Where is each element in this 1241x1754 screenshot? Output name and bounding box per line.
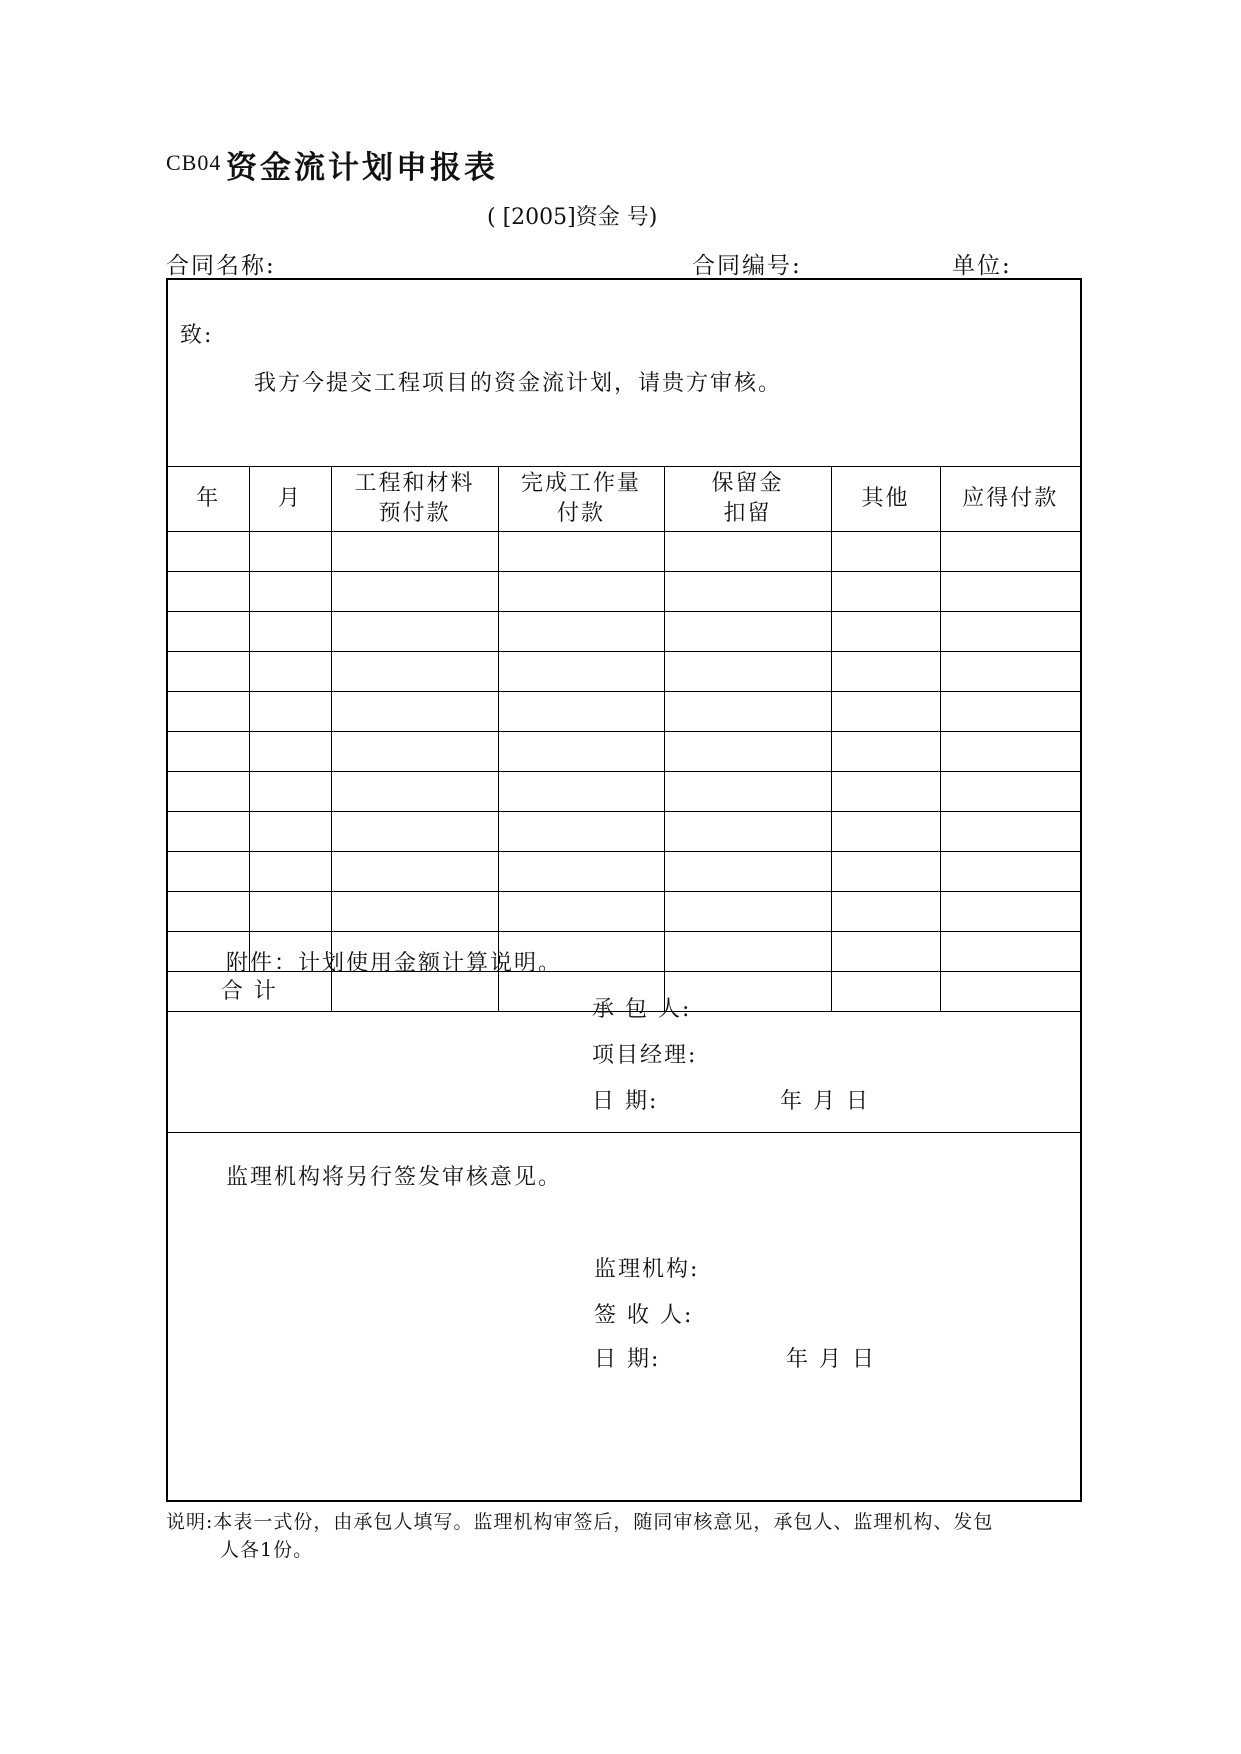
table-cell[interactable]	[249, 772, 331, 812]
table-row	[168, 652, 1080, 692]
table-cell[interactable]	[940, 892, 1080, 932]
attachment-note: 附件：计划使用金额计算说明。	[226, 951, 563, 976]
supervisor-org-label: 监理机构:	[594, 1257, 700, 1282]
table-cell[interactable]	[831, 812, 940, 852]
table-cell[interactable]	[498, 572, 664, 612]
supervisor-date-ymd: 年 月 日	[786, 1347, 876, 1372]
table-cell[interactable]	[498, 812, 664, 852]
contract-name-label: 合同名称:	[166, 253, 276, 279]
table-cell[interactable]	[331, 612, 498, 652]
table-cell[interactable]	[940, 612, 1080, 652]
table-cell[interactable]	[940, 852, 1080, 892]
table-cell[interactable]	[168, 652, 249, 692]
cash-flow-table	[168, 466, 1080, 1012]
table-cell[interactable]	[664, 532, 831, 572]
table-cell[interactable]	[331, 772, 498, 812]
table-cell[interactable]	[940, 532, 1080, 572]
table-cell[interactable]	[498, 732, 664, 772]
table-cell[interactable]	[168, 692, 249, 732]
table-cell[interactable]	[664, 932, 831, 972]
table-cell[interactable]	[831, 572, 940, 612]
table-cell[interactable]	[249, 732, 331, 772]
table-cell[interactable]	[168, 532, 249, 572]
application-form	[166, 278, 1082, 1502]
table-row	[168, 812, 1080, 852]
table-cell[interactable]	[331, 532, 498, 572]
column-header-retention: 保留金 扣留	[664, 467, 831, 532]
contractor-date-label: 日 期:	[592, 1089, 659, 1114]
table-cell[interactable]	[249, 852, 331, 892]
footnote	[166, 1508, 1082, 1564]
document-number: ( [2005]资金 号)	[487, 205, 658, 230]
table-cell[interactable]	[498, 772, 664, 812]
table-cell[interactable]	[831, 532, 940, 572]
column-header-advance-payment: 工程和材料 预付款	[331, 467, 498, 532]
column-header-year: 年	[168, 467, 249, 532]
table-cell[interactable]	[331, 692, 498, 732]
table-cell[interactable]	[831, 732, 940, 772]
to-label: 致:	[180, 323, 214, 348]
table-cell[interactable]	[831, 692, 940, 732]
table-cell[interactable]	[249, 892, 331, 932]
table-cell[interactable]	[664, 812, 831, 852]
contractor-label: 承 包 人:	[592, 997, 692, 1022]
table-cell[interactable]	[664, 852, 831, 892]
column-header-work-payment: 完成工作量 付款	[498, 467, 664, 532]
table-cell[interactable]	[664, 652, 831, 692]
table-row	[168, 852, 1080, 892]
supervisor-date-label: 日 期:	[594, 1347, 661, 1372]
total-cell[interactable]	[940, 972, 1080, 1012]
page-title: 资金流计划申报表	[226, 150, 498, 186]
footnote-line-1: 说明:本表一式份，由承包人填写。监理机构审签后，随同审核意见，承包人、监理机构、发包	[166, 1511, 994, 1533]
table-cell[interactable]	[664, 892, 831, 932]
intro-text: 我方今提交工程项目的资金流计划，请贵方审核。	[254, 371, 783, 396]
total-cell[interactable]	[331, 972, 498, 1012]
footnote-line-2: 人各1份。	[220, 1539, 314, 1561]
table-cell[interactable]	[831, 852, 940, 892]
table-cell[interactable]	[940, 772, 1080, 812]
column-header-other: 其他	[831, 467, 940, 532]
table-cell[interactable]	[168, 892, 249, 932]
table-cell[interactable]	[831, 772, 940, 812]
contract-number-label: 合同编号:	[692, 253, 802, 279]
table-cell[interactable]	[498, 892, 664, 932]
table-cell[interactable]	[831, 652, 940, 692]
table-row	[168, 892, 1080, 932]
table-cell[interactable]	[940, 932, 1080, 972]
table-row	[168, 532, 1080, 572]
table-cell[interactable]	[331, 892, 498, 932]
column-header-amount-due: 应得付款	[940, 467, 1080, 532]
table-cell[interactable]	[249, 572, 331, 612]
total-cell[interactable]	[831, 972, 940, 1012]
table-cell[interactable]	[331, 652, 498, 692]
table-cell[interactable]	[940, 652, 1080, 692]
table-row	[168, 732, 1080, 772]
table-cell[interactable]	[664, 692, 831, 732]
table-cell[interactable]	[664, 612, 831, 652]
unit-label: 单位:	[952, 253, 1012, 279]
contractor-date-ymd: 年 月 日	[780, 1089, 870, 1114]
table-cell[interactable]	[249, 532, 331, 572]
form-code: CB04	[166, 150, 222, 175]
table-row	[168, 692, 1080, 732]
table-cell[interactable]	[331, 732, 498, 772]
table-cell[interactable]	[940, 572, 1080, 612]
table-cell[interactable]	[331, 852, 498, 892]
table-cell[interactable]	[168, 812, 249, 852]
supervisor-note: 监理机构将另行签发审核意见。	[226, 1165, 563, 1190]
table-cell[interactable]	[831, 612, 940, 652]
table-cell[interactable]	[168, 572, 249, 612]
table-cell[interactable]	[249, 812, 331, 852]
table-cell[interactable]	[831, 892, 940, 932]
table-cell[interactable]	[498, 692, 664, 732]
table-row	[168, 772, 1080, 812]
table-cell[interactable]	[498, 612, 664, 652]
section-divider	[168, 1132, 1080, 1133]
table-cell[interactable]	[168, 772, 249, 812]
table-row	[168, 612, 1080, 652]
table-cell[interactable]	[168, 612, 249, 652]
table-cell[interactable]	[664, 732, 831, 772]
table-cell[interactable]	[831, 932, 940, 972]
table-cell[interactable]	[940, 812, 1080, 852]
table-cell[interactable]	[940, 732, 1080, 772]
table-cell[interactable]	[498, 652, 664, 692]
table-cell[interactable]	[249, 652, 331, 692]
table-cell[interactable]	[498, 532, 664, 572]
table-header-row	[168, 467, 1080, 532]
table-cell[interactable]	[331, 812, 498, 852]
total-label: 合 计	[168, 972, 331, 1012]
receiver-label: 签 收 人:	[594, 1303, 694, 1328]
table-row	[168, 572, 1080, 612]
table-cell[interactable]	[498, 852, 664, 892]
table-cell[interactable]	[940, 692, 1080, 732]
table-cell[interactable]	[168, 732, 249, 772]
column-header-month: 月	[249, 467, 331, 532]
table-cell[interactable]	[664, 772, 831, 812]
project-manager-label: 项目经理:	[592, 1043, 698, 1068]
table-cell[interactable]	[664, 572, 831, 612]
table-cell[interactable]	[331, 572, 498, 612]
table-cell[interactable]	[249, 692, 331, 732]
table-cell[interactable]	[249, 612, 331, 652]
table-cell[interactable]	[168, 852, 249, 892]
